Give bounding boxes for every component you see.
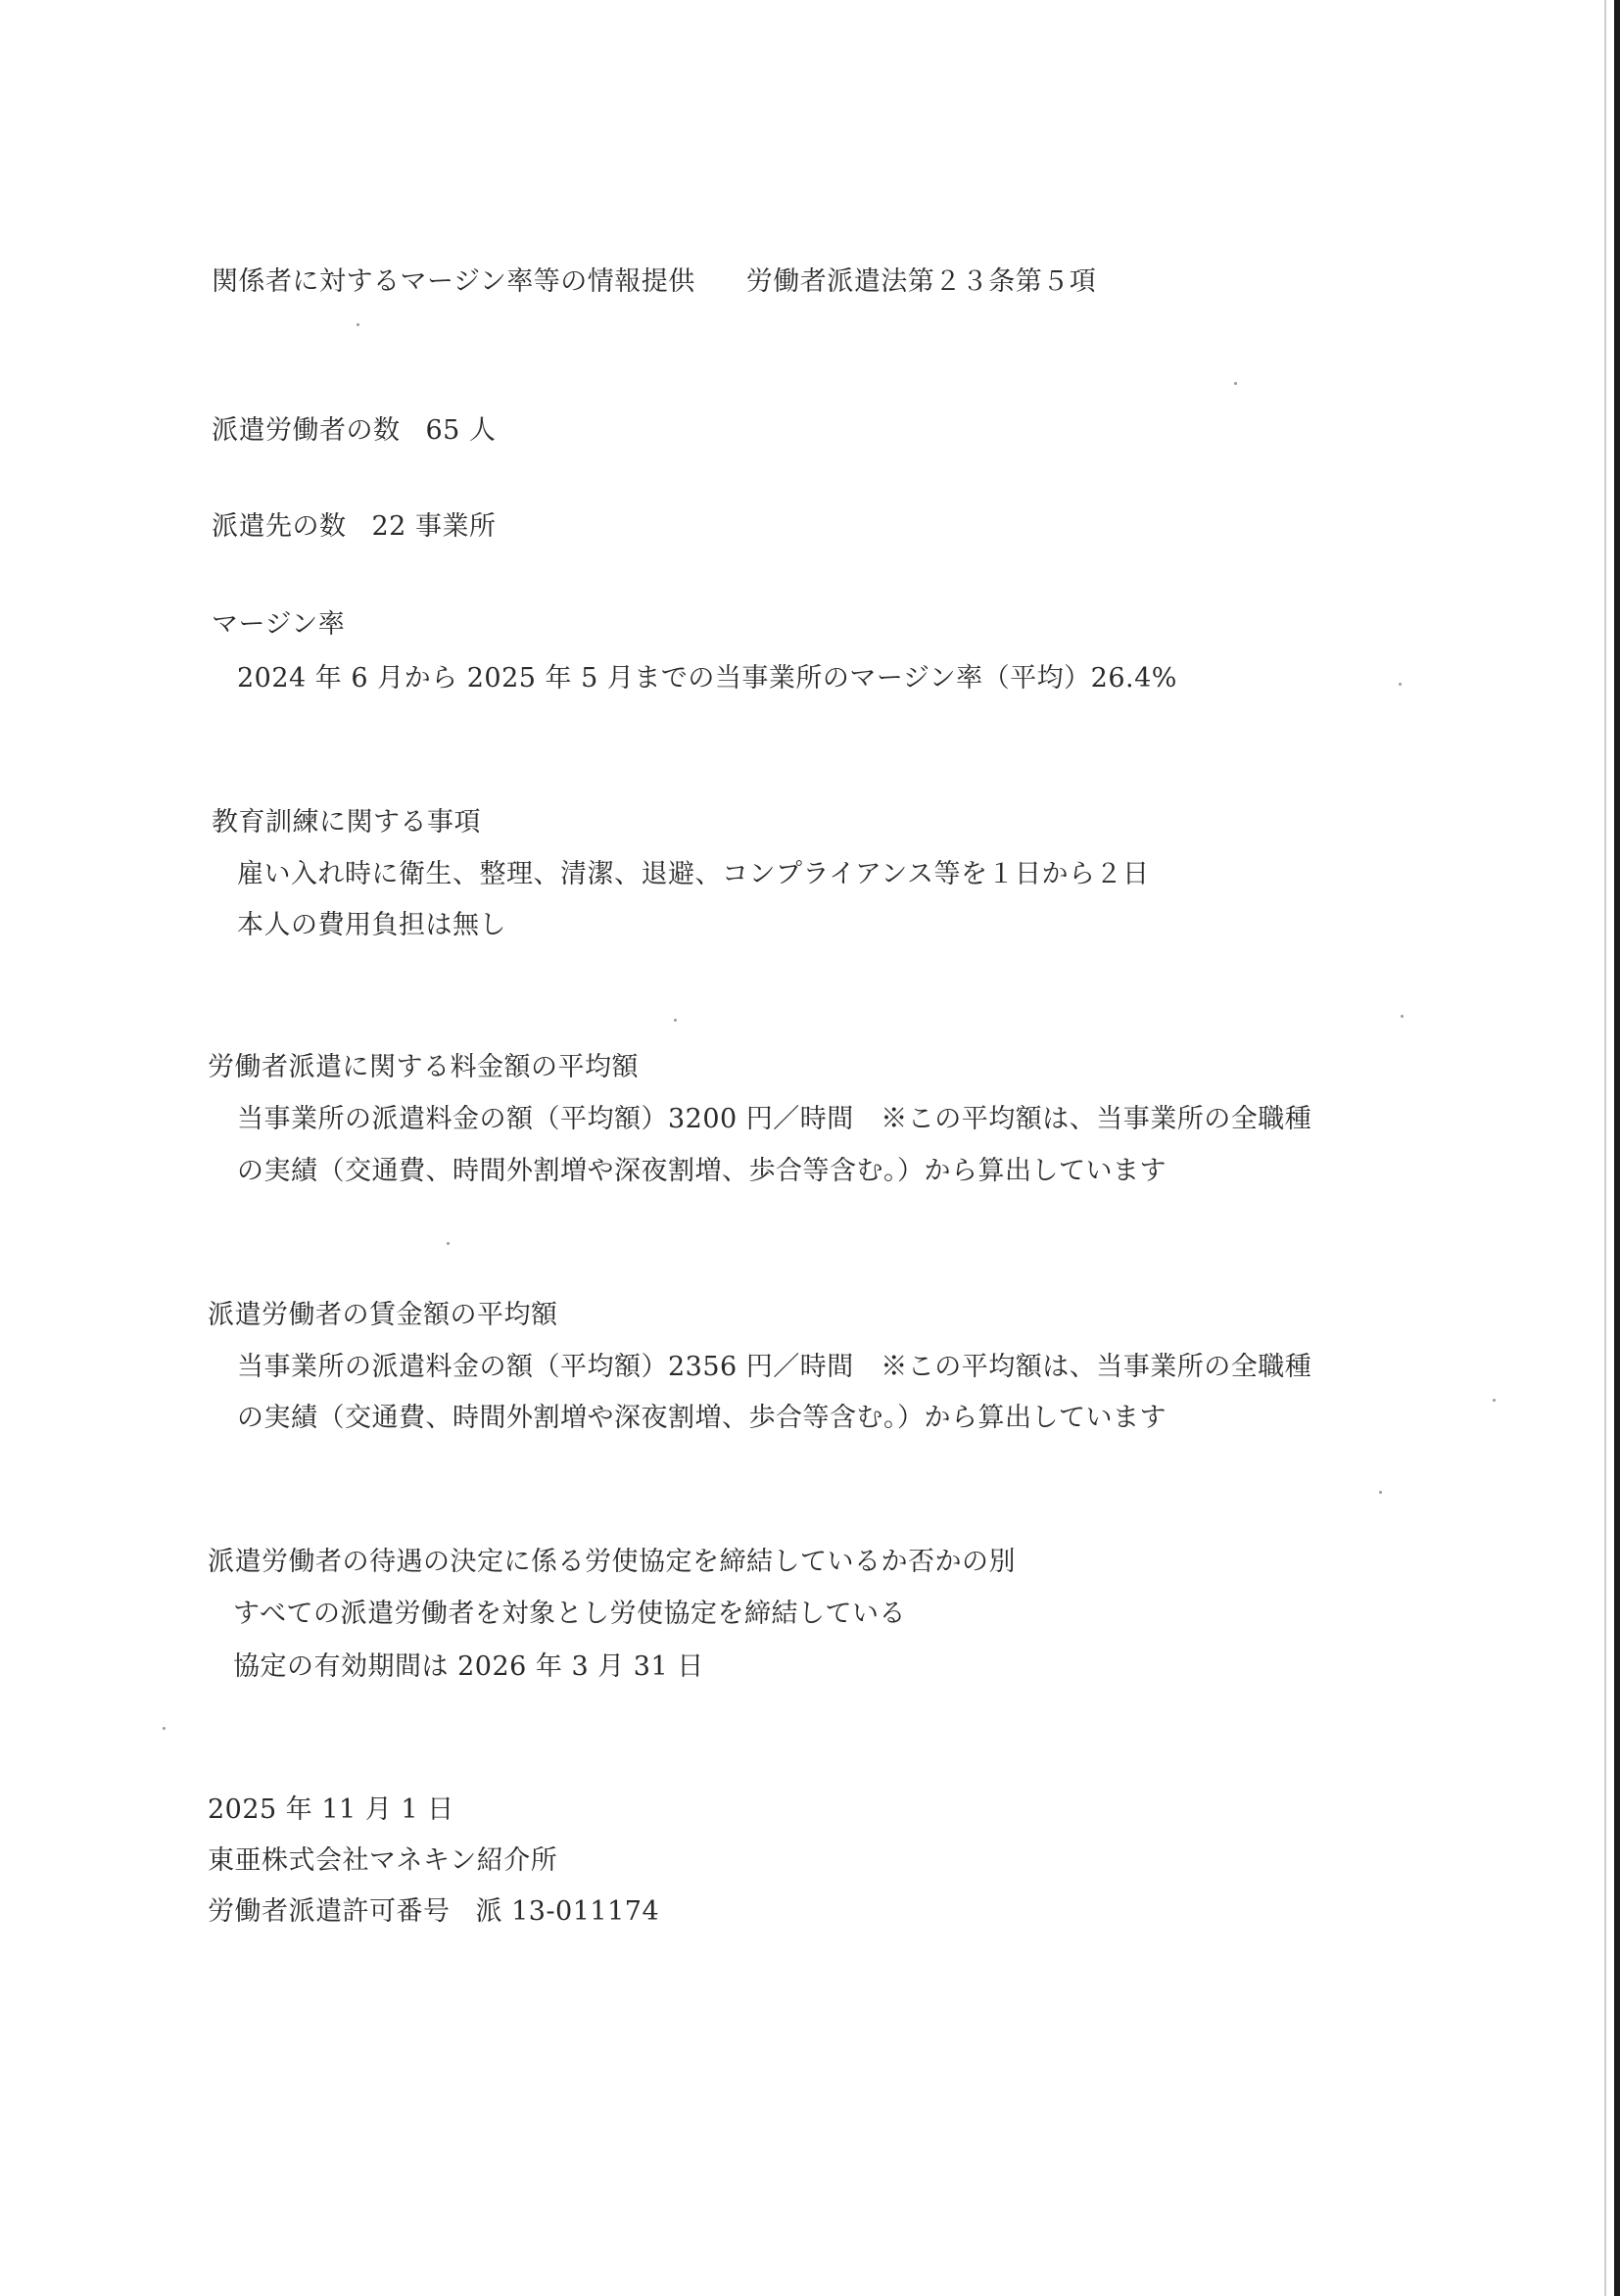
document-header <box>212 268 1096 295</box>
license-row <box>208 1898 659 1925</box>
scan-speck <box>1399 683 1402 686</box>
agreement-heading: 派遣労働者の待遇の決定に係る労使協定を締結しているか否かの別 <box>208 1547 1016 1577</box>
worker-count-row <box>212 417 496 444</box>
fee-line-2: の実績（交通費、時間外割増や深夜割増、歩合等含む。）から算出しています <box>237 1156 1167 1186</box>
scan-speck <box>447 1242 450 1245</box>
scan-speck <box>1493 1399 1496 1402</box>
wage-heading: 派遣労働者の賃金額の平均額 <box>208 1300 558 1330</box>
fee-line-1: 当事業所の派遣料金の額（平均額）3200 円／時間 ※この平均額は、当事業所の全職種 <box>237 1104 1312 1134</box>
scan-speck <box>1234 382 1237 385</box>
scan-speck <box>357 323 359 326</box>
issue-date: 2025 年 11 月 1 日 <box>208 1794 454 1825</box>
document-title: 関係者に対するマージン率等の情報提供 <box>212 266 695 297</box>
agreement-line-1: すべての派遣労働者を対象とし労使協定を締結している <box>233 1599 906 1629</box>
worker-count-label: 派遣労働者の数 <box>212 415 401 446</box>
scan-speck <box>674 1019 677 1022</box>
training-line-2: 本人の費用負担は無し <box>237 910 506 940</box>
scan-speck <box>1379 1491 1382 1494</box>
agreement-line-2: 協定の有効期間は 2026 年 3 月 31 日 <box>233 1651 704 1682</box>
client-count-row <box>212 513 496 540</box>
wage-line-2: の実績（交通費、時間外割増や深夜割増、歩合等含む。）から算出しています <box>237 1403 1167 1433</box>
client-count-value: 22 事業所 <box>371 511 497 542</box>
license-label: 労働者派遣許可番号 <box>208 1896 451 1927</box>
license-number: 派 13-011174 <box>475 1896 660 1927</box>
company-name: 東亜株式会社マネキン紹介所 <box>208 1845 558 1876</box>
scan-page-edge-shadow <box>1604 0 1606 2296</box>
margin-detail: 2024 年 6 月から 2025 年 5 月までの当事業所のマージン率（平均）26.4% <box>237 663 1177 694</box>
client-count-label: 派遣先の数 <box>212 511 347 542</box>
fee-heading: 労働者派遣に関する料金額の平均額 <box>208 1052 639 1082</box>
scan-speck <box>1401 1015 1404 1018</box>
scan-page-edge <box>1614 0 1620 2296</box>
scan-speck <box>163 1727 166 1730</box>
training-line-1: 雇い入れ時に衛生、整理、清潔、退避、コンプライアンス等を１日から２日 <box>237 859 1150 889</box>
wage-line-1: 当事業所の派遣料金の額（平均額）2356 円／時間 ※この平均額は、当事業所の全職種 <box>237 1352 1312 1382</box>
margin-heading: マージン率 <box>212 609 346 640</box>
training-heading: 教育訓練に関する事項 <box>212 807 481 837</box>
law-reference: 労働者派遣法第２３条第５項 <box>745 266 1097 297</box>
worker-count-value: 65 人 <box>425 415 497 446</box>
